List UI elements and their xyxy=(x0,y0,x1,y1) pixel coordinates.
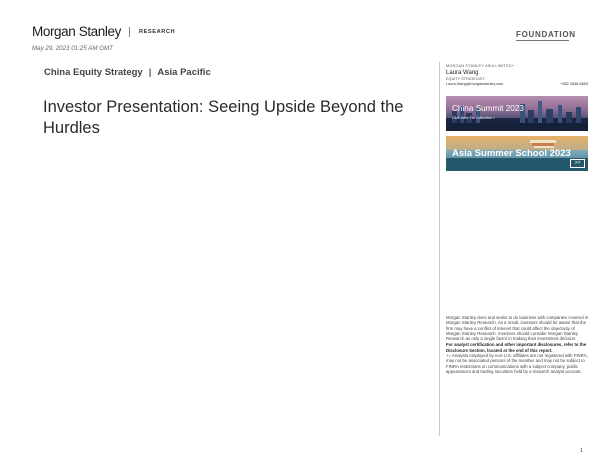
author-contact xyxy=(446,82,588,86)
author-role: EQUITY STRATEGIST xyxy=(446,77,485,81)
brand-wordmark: Morgan Stanley xyxy=(32,24,121,39)
author-email[interactable]: Laura.Wang@morganstanley.com xyxy=(446,82,504,86)
china-summit-title: China Summit 2023 xyxy=(452,104,524,113)
foundation-label: FOUNDATION xyxy=(516,30,576,39)
disclosure-block xyxy=(446,315,589,374)
research-label: RESEARCH xyxy=(138,28,176,35)
report-title: Investor Presentation: Seeing Upside Beyond the Hurdles xyxy=(43,98,404,138)
city-skyline-image xyxy=(446,96,588,131)
author-name: Laura Wang xyxy=(446,70,479,76)
disclosure-certification: For analyst certification and other important disclosures, refer to the Disclosure Section, located at the end of this report. xyxy=(446,342,587,353)
breadcrumb-region: Asia Pacific xyxy=(157,67,211,78)
disclosure-finra: += Analysts employed by non-U.S. affiliates are not registered with FINRA, may not be associated persons of the member and may not be subject to FINRA restrictions on communications with a subject company, public appearances and trading securities held by a research analyst account. xyxy=(446,353,588,374)
asia-summer-school-banner[interactable] xyxy=(446,136,588,171)
foundation-underline xyxy=(516,40,569,41)
morgan-stanley-logo xyxy=(32,24,175,39)
forward-arrow-button[interactable]: >> xyxy=(570,159,585,168)
china-summit-link[interactable]: Click Here For Collection > xyxy=(452,116,495,120)
disclosure-conflict: Morgan Stanley does and seeks to do business with companies covered in Morgan Stanley Research. As a result, investors should be aware that the firm may have a conflict of interest that could affect the objectivity of Morgan Stanley Research. Investors should consider Morgan Stanley Research as only a single factor in making their investment decision. xyxy=(446,315,589,342)
china-summit-banner[interactable] xyxy=(446,96,588,131)
author-entity: MORGAN STANLEY ASIA LIMITED+ xyxy=(446,64,515,68)
breadcrumb-strategy: China Equity Strategy xyxy=(44,67,143,78)
publish-date: May 29, 2023 01:25 AM GMT xyxy=(32,45,113,52)
page-number: 1 xyxy=(580,448,583,454)
author-block xyxy=(446,64,588,86)
breadcrumb-separator: | xyxy=(148,67,152,78)
logo-divider xyxy=(129,27,130,37)
asia-summer-school-title: Asia Summer School 2023 xyxy=(452,148,571,159)
breadcrumb xyxy=(44,67,211,78)
author-phone: +852 2848-6853 xyxy=(560,82,588,86)
column-divider xyxy=(439,62,440,436)
